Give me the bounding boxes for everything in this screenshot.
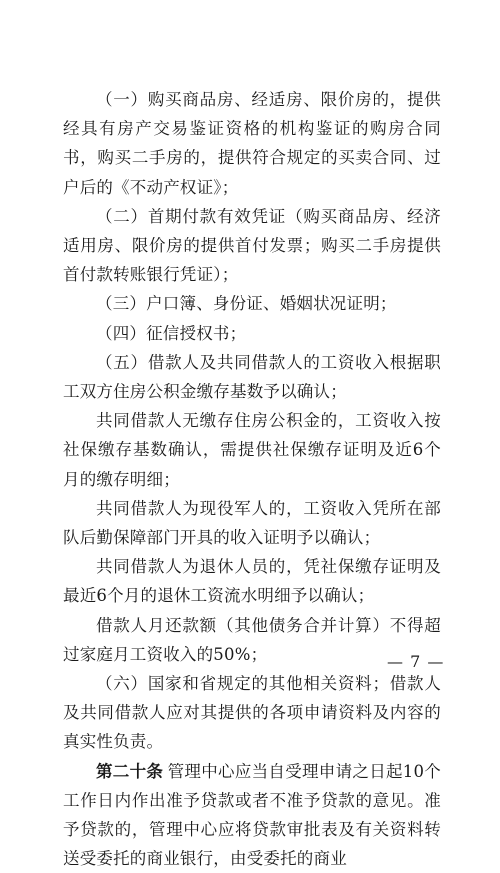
paragraph-item-6: （六）国家和省规定的其他相关资料；借款人及共同借款人应对其提供的各项申请资料及内容的真实性负责。 [63, 674, 441, 752]
paragraph-no-fund: 共同借款人无缴存住房公积金的，工资收入按社保缴存基数确认，需提供社保缴存证明及近6个月的缴存明细； [63, 411, 441, 489]
paragraph-repayment-limit: 借款人月还款额（其他债务合并计算）不得超过家庭月工资收入的50%； [63, 615, 441, 664]
article-label: 第二十条 [96, 761, 164, 781]
page-number: — 7 — [387, 652, 445, 671]
paragraph-retired: 共同借款人为退休人员的，凭社保缴存证明及最近6个月的退休工资流水明细予以确认； [63, 557, 441, 606]
paragraph-item-4: （四）征信授权书； [96, 323, 247, 343]
paragraph-item-5: （五）借款人及共同借款人的工资收入根据职工双方住房公积金缴存基数予以确认； [63, 352, 441, 402]
paragraph-item-1: （一）购买商品房、经适房、限价房的，提供经具有房产交易鉴证资格的机构鉴证的购房合同书，购买二手房的，提供符合规定的买卖合同、过户后的《不动产权证》； [63, 90, 441, 197]
paragraph-item-3: （三）户口簿、身份证、婚姻状况证明； [96, 294, 397, 314]
paragraph-item-2: （二）首期付款有效凭证（购买商品房、经济适用房、限价房的提供首付发票；购买二手房提供首付款转账银行凭证）； [63, 206, 441, 285]
article-text: 管理中心应当自受理申请之日起10个工作日内作出准予贷款或者不准予贷款的意见。准予贷款的，管理中心应将贷款审批表及有关资料转送受委托的商业银行，由受委托的商业 [63, 761, 441, 869]
document-body [63, 85, 441, 873]
paragraph-military: 共同借款人为现役军人的，工资收入凭所在部队后勤保障部门开具的收入证明予以确认； [63, 498, 441, 548]
article-20 [63, 757, 441, 873]
